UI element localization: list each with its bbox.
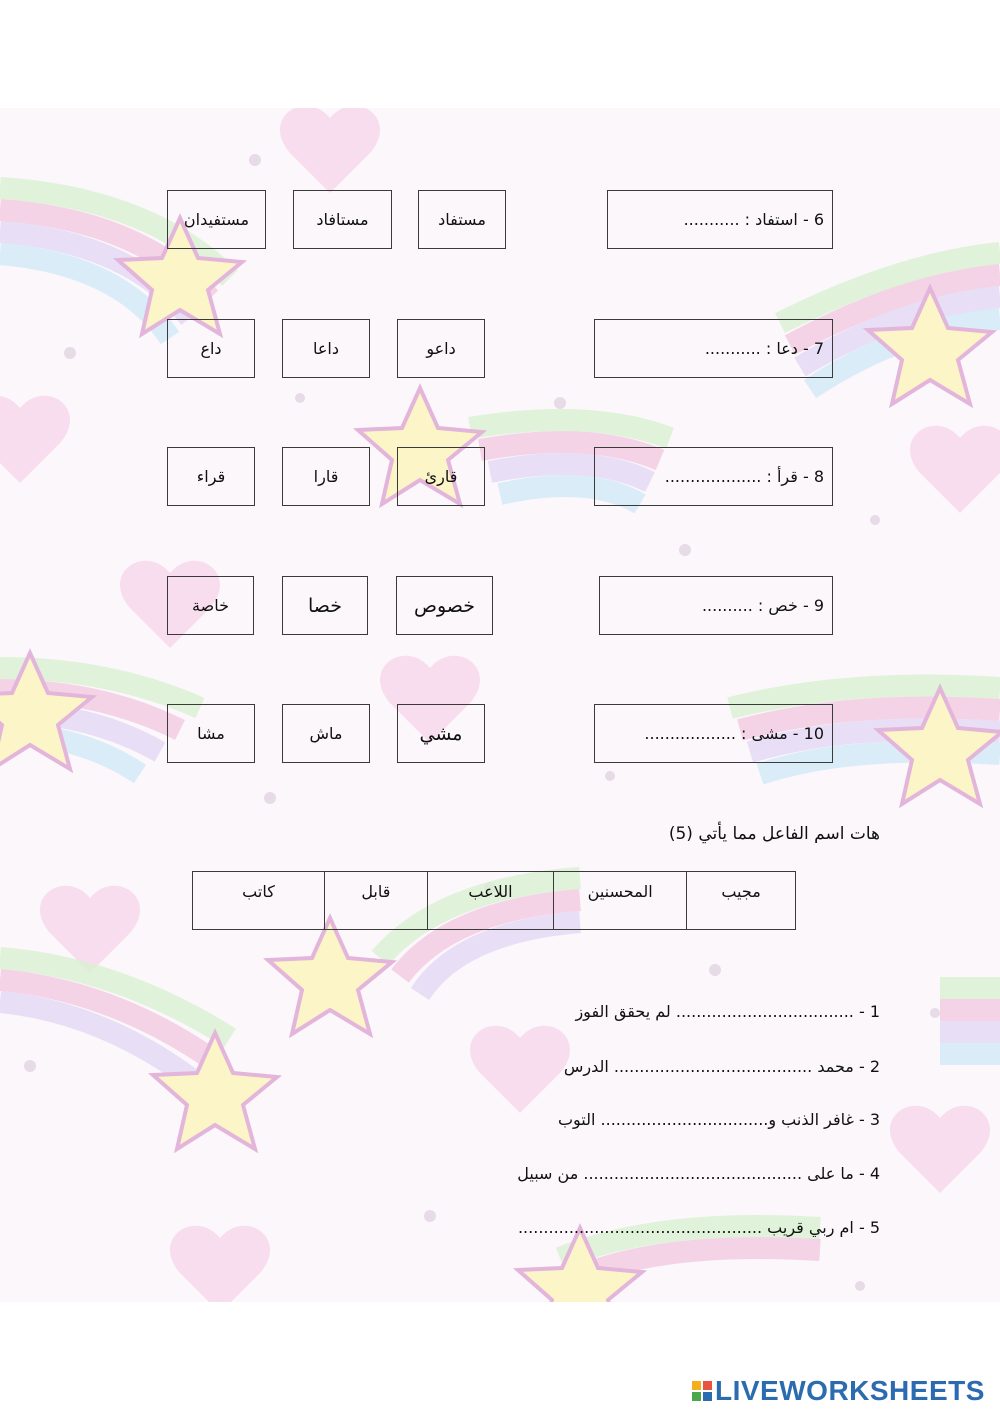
word-bank-cell: المحسنين — [554, 872, 687, 930]
sentence-4[interactable]: 4 - ما على ........................................... من سبيل — [517, 1164, 880, 1183]
option-7-1[interactable]: داع — [167, 319, 255, 378]
option-10-3[interactable]: مشي — [397, 704, 485, 763]
word-bank-cell: كاتب — [193, 872, 325, 930]
word-bank-cell: مجيب — [687, 872, 796, 930]
option-9-1[interactable]: خاصة — [167, 576, 254, 635]
sentence-1[interactable]: 1 - ................................... لم يحقق الفوز — [575, 1002, 880, 1021]
question-8-box[interactable]: 8 - قرأ : ................... — [594, 447, 833, 506]
option-6-1[interactable]: مستفيدان — [167, 190, 266, 249]
question-7-box[interactable]: 7 - دعا : ........... — [594, 319, 833, 378]
word-bank-cell: قابل — [324, 872, 427, 930]
section-instruction: هات اسم الفاعل مما يأتي (5) — [668, 824, 880, 844]
option-6-3[interactable]: مستفاد — [418, 190, 506, 249]
sentence-3[interactable]: 3 - غافر الذنب و................................. التوب — [557, 1110, 880, 1129]
option-9-3[interactable]: خصوص — [396, 576, 493, 635]
option-7-3[interactable]: داعو — [397, 319, 485, 378]
question-9-box[interactable]: 9 - خص : .......... — [599, 576, 833, 635]
option-10-1[interactable]: مشا — [167, 704, 255, 763]
liveworksheets-logo — [692, 1374, 985, 1408]
option-8-1[interactable]: قراء — [167, 447, 255, 506]
question-10-box[interactable]: 10 - مشى : .................. — [594, 704, 833, 763]
option-6-2[interactable]: مستافاد — [293, 190, 392, 249]
option-7-2[interactable]: داعا — [282, 319, 370, 378]
logo-icon — [692, 1381, 712, 1401]
question-6-box[interactable]: 6 - استفاد : ........... — [607, 190, 833, 249]
sentence-2[interactable]: 2 - محمد ....................................... الدرس — [563, 1057, 880, 1076]
option-10-2[interactable]: ماش — [282, 704, 370, 763]
option-8-2[interactable]: قارا — [282, 447, 370, 506]
option-9-2[interactable]: خصا — [282, 576, 368, 635]
word-bank-cell: اللاعب — [427, 872, 553, 930]
word-bank-table — [192, 871, 796, 930]
sentence-5[interactable]: 5 - ام ربي قريب ................................................ — [517, 1218, 880, 1237]
option-8-3[interactable]: قارئ — [397, 447, 485, 506]
brand-name: LIVEWORKSHEETS — [715, 1375, 985, 1406]
